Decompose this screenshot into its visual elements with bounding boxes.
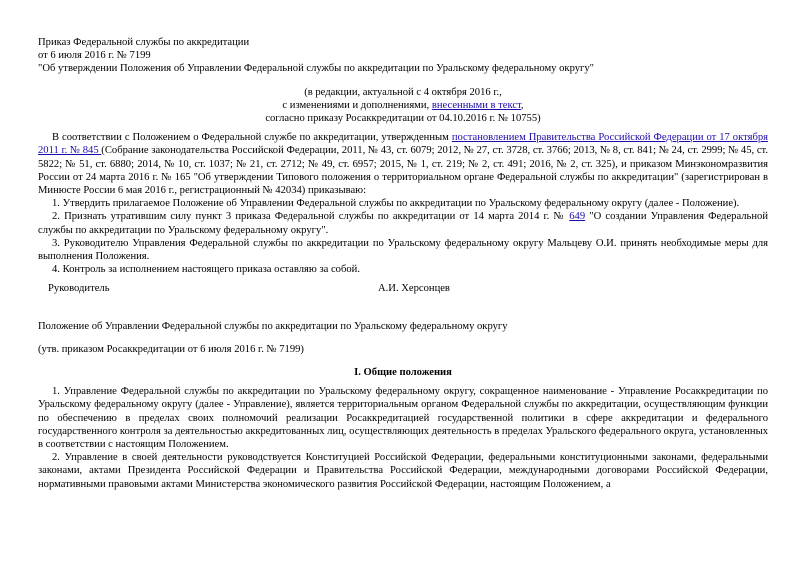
edition-line-2 — [38, 99, 768, 112]
changes-link[interactable]: внесенными в текст — [431, 99, 521, 111]
order-item-3: 3. Руководителю Управления Федеральной службы по аккредитации по Уральскому федеральному округу Мальцеву О.И. принять необходимые меры для выполнения Положения. — [38, 237, 768, 263]
appendix-title: Положение об Управлении Федеральной службы по аккредитации по Уральскому федеральному округу — [38, 320, 508, 332]
edition-note — [38, 86, 768, 126]
signatory-name: А.И. Херсонцев — [378, 283, 450, 295]
signatory-role: Руководитель — [48, 283, 110, 295]
preamble-paragraph — [38, 131, 768, 197]
order-item-1: 1. Утвердить прилагаемое Положение об Управлении Федеральной службы по аккредитации по Уральскому федеральному округу (далее - Положение). — [52, 198, 740, 210]
order-subject-line: "Об утверждении Положения об Управлении Федеральной службы по аккредитации по Уральскому федеральному округу" — [38, 63, 594, 75]
preamble-text: В соответствии с Положением о Федеральной службе по аккредитации, утвержденным — [52, 132, 452, 144]
section-paragraph-1: 1. Управление Федеральной службы по аккредитации по Уральскому федеральному округу, сокращенное наименование - Управление Росаккредитации по Уральскому федеральному округу (далее - Управление), является территориальным органом Федеральной службы по аккредитации, осуществляющим функции по обеспечению в пределах своих полномочий реализации Росаккредитацией государственной политики в сфере аккредитации и федерального государственного контроля за деятельностью аккредитованных лиц, осуществляющих деятельность в пределах Уральского федерального округа, установленных в соответствии с настоящим Положением. — [38, 386, 768, 451]
order-item-2 — [38, 210, 768, 236]
edition-line-2-text: с изменениями и дополнениями, — [282, 99, 432, 111]
order-title-line: Приказ Федеральной службы по аккредитации — [38, 37, 250, 48]
order-649-link[interactable]: 649 — [569, 211, 586, 223]
appendix-approval: (утв. приказом Росаккредитации от 6 июля 2016 г. № 7199) — [38, 343, 304, 355]
document-page — [38, 36, 768, 491]
signature-block — [38, 282, 768, 295]
edition-line-3: согласно приказу Росаккредитации от 04.10.2016 г. № 10755) — [265, 113, 541, 125]
section-paragraph-2: 2. Управление в своей деятельности руководствуется Конституцией Российской Федерации, федеральными конституционными законами, федеральными законами, актами Президента Российской Федерации и Правительства Российской Федерации, международными договорами Российской Федерации, нормативными правовыми актами Министерства экономического развития Российской Федерации, настоящим Положением, а — [38, 452, 768, 490]
order-item-4: 4. Контроль за исполнением настоящего приказа оставляю за собой. — [52, 264, 360, 276]
section-heading: I. Общие положения — [354, 367, 452, 379]
edition-line-1: (в редакции, актуальной с 4 октября 2016 г., — [304, 86, 502, 98]
preamble-text-cont: (Собрание законодательства Российской Федерации, 2011, № 43, ст. 6079; 2012, № 27, ст. 3728, ст. 3766; 2013, № 8, ст. 841; № 24, ст. 2999; № 45, ст. 5822; № 51, ст. 6880; 2014, № 10, ст. 1037; № 21, ст. 2712; № 49, ст. 6957; 2015, № 1, ст. 219; № 2, ст. 491; 2016, № 2, ст. 325), и приказом Минэкономразвития России от 24 марта 2016 г. № 165 "Об утверждении Типового положения о территориальном органе Федеральной службы по аккредитации" (зарегистрирован в Минюсте России 6 мая 2016 г., регистрационный № 42034) приказываю: — [38, 145, 769, 197]
government-decree-link[interactable]: постановлением Правительства Российской Федерации от 17 октября 2011 г. № 845 — [38, 132, 769, 157]
order-item-2-tail: "О создании Управления Федеральной службы по аккредитации по Уральскому федеральному округу". — [38, 211, 768, 236]
order-header — [38, 36, 768, 76]
edition-line-2-tail: , — [520, 99, 524, 111]
order-date-line: от 6 июля 2016 г. № 7199 — [38, 50, 151, 62]
order-item-2-text: 2. Признать утратившим силу пункт 3 приказа Федеральной службы по аккредитации от 14 марта 2014 г. № — [52, 211, 570, 223]
